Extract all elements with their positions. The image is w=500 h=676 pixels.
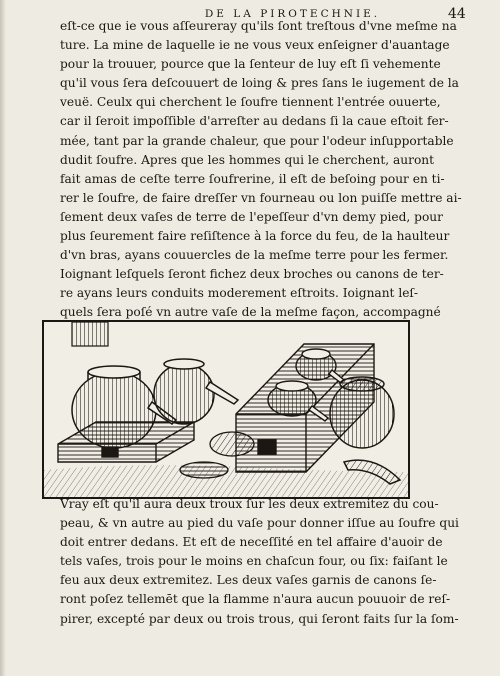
text-line: eſt-ce que ie vous aſſeureray qu'ils ſont treſtous d'vne meſme na [60,19,457,33]
text-line: veuë. Ceulx qui cherchent le ſoufre tiennent l'entrée ouuerte, [60,95,441,110]
text-line: mée, tant par la grande chaleur, que pour l'odeur inſupportable [60,133,454,148]
roof-fragment [72,322,108,346]
text-line: feu aux deux extremitez. Les deux vaſes garnis de canons ſe- [60,573,437,588]
sulphur-furnace-woodcut [44,322,408,497]
right-pot-front [330,377,400,484]
running-head: DE LA PIROTECHNIE. [204,8,381,20]
text-line: pirer, excepté par deux ou trois trous, qui ſeront faits ſur la ſom- [60,611,459,626]
page-gutter-shadow [0,0,6,676]
woodcut-illustration [42,320,410,499]
paragraph-2 [60,495,459,629]
text-line: plus ſeurement faire reſiſtence à la force du feu, de la haulteur [60,229,450,244]
text-line: Ioignant leſquels ſeront fichez deux broches ou canons de ter- [60,267,444,282]
text-line: pour la trouuer, pource que la ſenteur de luy eſt ſi vehemente [60,57,441,72]
text-line: dudit ſoufre. Apres que les hommes qui le cherchent, auront [60,152,435,167]
text-line: fait amas de ceſte terre ſoufrerine, il eſt de beſoing pour en ti- [60,171,445,186]
text-line: tels vaſes, trois pour le moins en chaſcun four, ou ſix: faiſant le [60,554,448,569]
text-line: qu'il vous ſera deſcouuert de loing & pres ſans le iugement de la [60,76,459,91]
text-line: doit entrer dedans. Et eſt de neceſſité en tel affaire d'auoir de [60,535,443,550]
text-line: ture. La mine de laquelle ie ne vous veux enſeigner d'auantage [60,38,450,53]
text-line: ront poſez tellemēt que la flamme n'aura aucun pouuoir de reſ- [60,592,451,607]
paragraph-1 [60,17,462,342]
text-line: car il ſeroit impoſſible d'arreſter au dedans ſi la caue eſtoit fer- [60,114,449,129]
text-line: d'vn bras, ayans couuercles de la meſme terre pour les fermer. [60,248,449,263]
text-line: peau, & vn autre au pied du vaſe pour donner iſſue au ſoufre qui [60,516,459,531]
text-line: ſement deux vaſes de terre de l'epeſſeur d'vn demy pied, pour [60,209,443,224]
left-pot-back [154,359,238,424]
text-line: re ayans leurs conduits moderement eſtroits. Ioignant leſ- [60,286,419,301]
text-line: Vray eſt qu'il aura deux troux ſur les deux extremitez du cou- [60,497,439,511]
text-line: quels ſera poſé vn autre vaſe de la meſme façon, accompagné [60,305,441,320]
page-number: 44 [448,6,466,22]
text-line: rer le ſoufre, de faire dreſſer vn fourneau ou lon puiſſe mettre ai- [60,190,462,205]
